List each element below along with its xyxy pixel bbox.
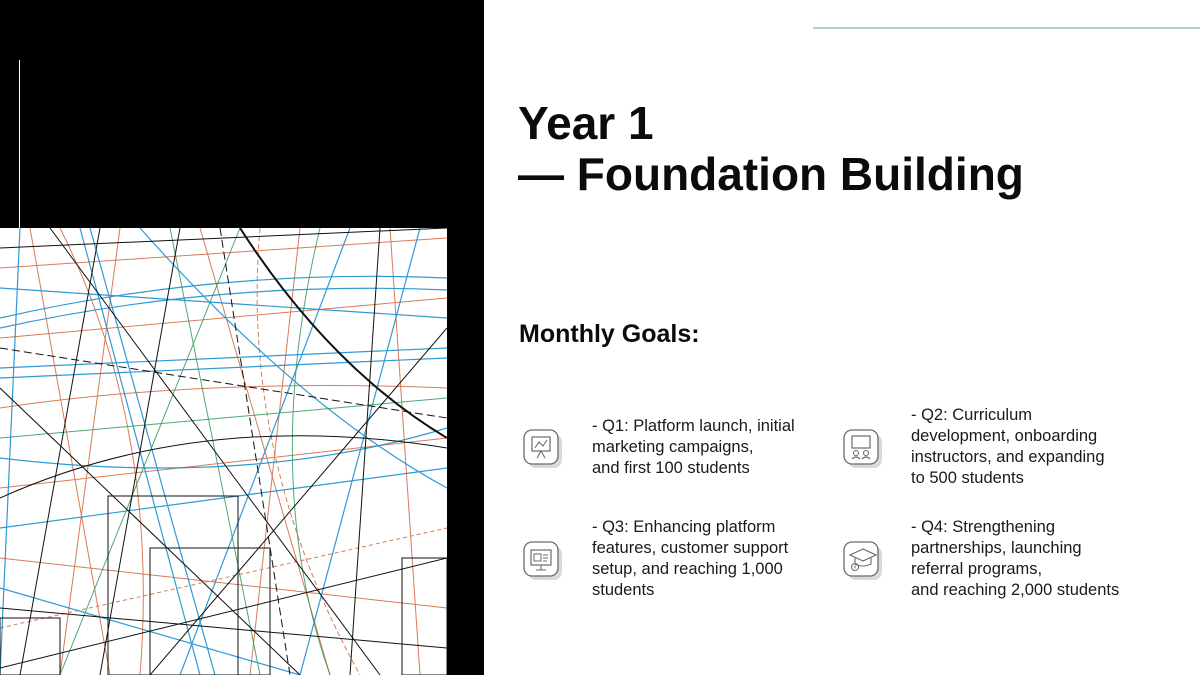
- goal-q4-line: - Q4: Strengthening: [911, 518, 1056, 536]
- graduation-cap-icon: [840, 537, 886, 583]
- goal-q2-line: - Q2: Curriculum: [911, 406, 1033, 424]
- goals-heading: Monthly Goals:: [519, 320, 700, 348]
- goal-q2-text: [911, 405, 1200, 489]
- goal-q4-line: referral programs,: [911, 560, 1043, 578]
- goal-q2-line: development, onboarding: [911, 427, 1098, 445]
- top-divider-line: [813, 27, 1200, 29]
- goal-q1-line: - Q1: Platform launch, initial: [592, 417, 795, 435]
- slide-title-line1: Year 1: [518, 97, 654, 149]
- accent-vertical-line: [19, 60, 20, 228]
- slide-title: [518, 98, 1178, 200]
- goal-q4-line: and reaching 2,000 students: [911, 581, 1120, 599]
- goal-q2-line: to 500 students: [911, 469, 1024, 487]
- goal-q3-line: - Q3: Enhancing platform: [592, 518, 776, 536]
- goal-q4: [911, 517, 1200, 601]
- teacher-board-icon: [840, 425, 886, 471]
- blueprint-pattern-image: [0, 228, 447, 675]
- goal-q3-line: setup, and reaching 1,000: [592, 560, 783, 578]
- drawing-board-icon: [520, 425, 566, 471]
- goal-q3-line: students: [592, 581, 655, 599]
- blueprint-drawing: [0, 228, 447, 675]
- slide-title-line2: — Foundation Building: [518, 148, 1024, 200]
- goal-q1-line: and first 100 students: [592, 459, 750, 477]
- goal-q4-line: partnerships, launching: [911, 539, 1082, 557]
- goal-q1-line: marketing campaigns,: [592, 438, 754, 456]
- goal-q2: [911, 405, 1200, 489]
- goal-q3-line: features, customer support: [592, 539, 789, 557]
- left-image-panel: [0, 0, 484, 675]
- goal-q2-line: instructors, and expanding: [911, 448, 1105, 466]
- presentation-screen-icon: [520, 537, 566, 583]
- goal-q4-text: [911, 517, 1200, 601]
